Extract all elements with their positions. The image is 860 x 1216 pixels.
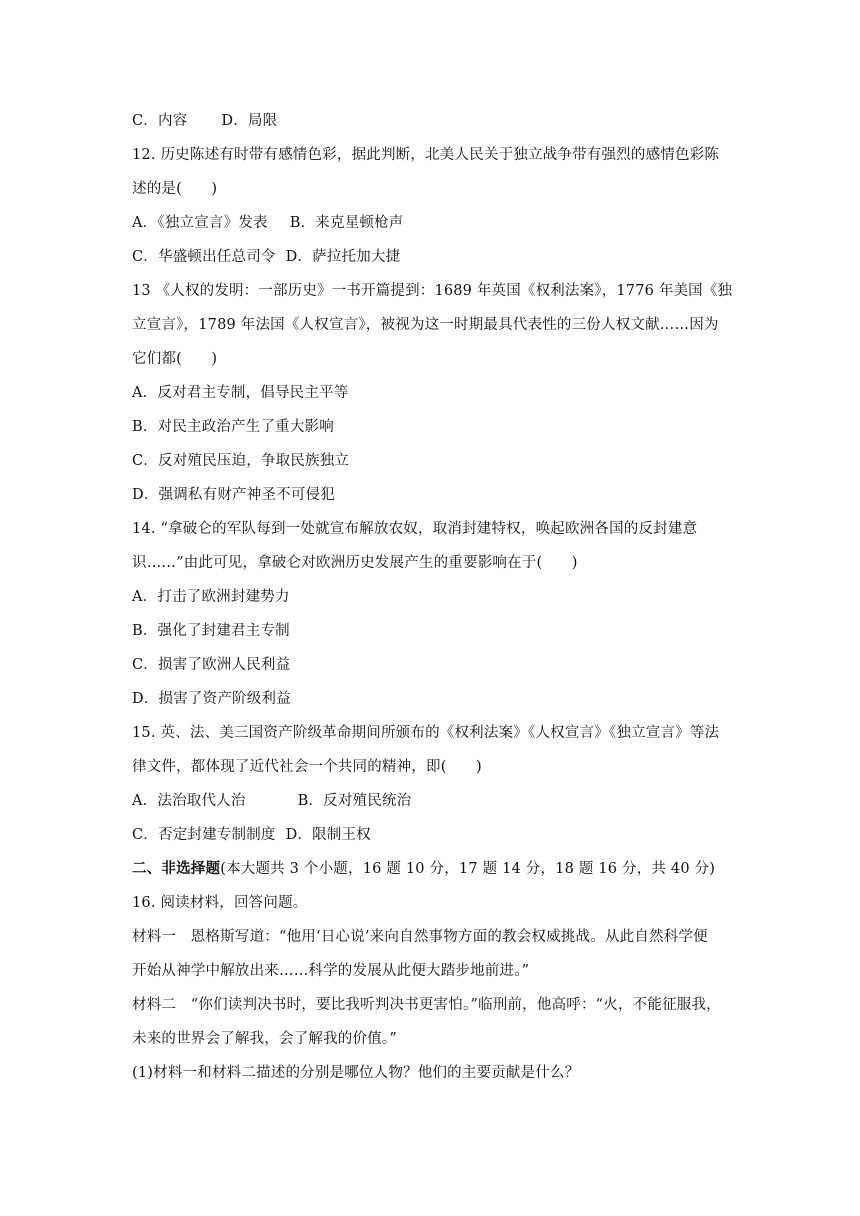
q14-stem-line2: 识……”由此可见，拿破仑对欧洲历史发展产生的重要影响在于( ) — [132, 555, 578, 571]
q12-option-b[interactable]: B．来克星顿枪声 — [289, 215, 404, 231]
q12-option-c[interactable]: C．华盛顿出任总司令 — [132, 249, 276, 265]
q14-option-a[interactable]: A．打击了欧洲封建势力 — [132, 589, 290, 605]
q14-option-c[interactable]: C．损害了欧洲人民利益 — [132, 657, 291, 673]
q15-option-b[interactable]: B．反对殖民统治 — [297, 793, 412, 809]
q13-stem-line3: 它们都( ) — [132, 351, 218, 367]
q15-option-c[interactable]: C．否定封建专制制度 — [132, 827, 276, 843]
q15-option-a[interactable]: A．法治取代人治 — [132, 793, 246, 809]
q13-stem-line1: 13 《人权的发明：一部历史》一书开篇提到：1689 年英国《权利法案》，1776 年美国《独 — [132, 283, 733, 299]
q15-options-cd — [132, 825, 732, 845]
q16-material1-line2: 开始从神学中解放出来……科学的发展从此便大踏步地前进。” — [132, 963, 530, 979]
q13-stem-line2: 立宣言》，1789 年法国《人权宣言》，被视为这一时期最具代表性的三份人权文献……因为 — [132, 317, 719, 333]
section-heading-title: 二、非选择题 — [132, 860, 221, 877]
q16-stem: 16. 阅读材料，回答问题。 — [132, 895, 308, 911]
q11-option-c[interactable]: C．内容 — [132, 113, 188, 129]
q13-option-a[interactable]: A．反对君主专制，倡导民主平等 — [132, 385, 349, 401]
q13-option-c[interactable]: C．反对殖民压迫，争取民族独立 — [132, 453, 350, 469]
q11-options-cd — [132, 111, 732, 131]
q13-option-b[interactable]: B．对民主政治产生了重大影响 — [132, 419, 334, 435]
q16-material2-line1: 材料二 “你们读判决书时，要比我听判决书更害怕。”临刑前，他高呼：“火，不能征服我， — [132, 997, 721, 1013]
q12-stem-line1: 12. 历史陈述有时带有感情色彩，据此判断，北美人民关于独立战争带有强烈的感情色彩陈 — [132, 147, 720, 163]
q12-option-a[interactable]: A．《独立宣言》发表 — [132, 215, 268, 231]
q16-material1-line1: 材料一 恩格斯写道：“他用‘日心说’来向自然事物方面的教会权威挑战。从此自然科学便 — [132, 929, 708, 945]
q12-options-cd — [132, 247, 732, 267]
q14-option-d[interactable]: D．损害了资产阶级利益 — [132, 691, 291, 707]
q15-options-ab — [132, 791, 732, 811]
q12-option-d[interactable]: D．萨拉托加大捷 — [285, 249, 401, 265]
q11-option-d[interactable]: D．局限 — [221, 113, 278, 129]
q12-options-ab — [132, 213, 732, 233]
q14-option-b[interactable]: B．强化了封建君主专制 — [132, 623, 290, 639]
section-heading — [132, 859, 732, 879]
section-heading-note: (本大题共 3 个小题，16 题 10 分，17 题 14 分，18 题 16 分，共 40 分) — [220, 861, 716, 877]
q14-stem-line1: 14. “拿破仑的军队每到一处就宣布解放农奴，取消封建特权，唤起欧洲各国的反封建意 — [132, 521, 698, 537]
q15-stem-line2: 律文件，都体现了近代社会一个共同的精神，即( ) — [132, 759, 482, 775]
q16-question1: (1)材料一和材料二描述的分别是哪位人物？他们的主要贡献是什么？ — [132, 1065, 580, 1081]
q12-stem-line2: 述的是( ) — [132, 181, 218, 197]
q13-option-d[interactable]: D．强调私有财产神圣不可侵犯 — [132, 487, 335, 503]
q16-material2-line2: 未来的世界会了解我，会了解我的价值。” — [132, 1031, 397, 1047]
q15-option-d[interactable]: D．限制王权 — [285, 827, 371, 843]
q15-stem-line1: 15. 英、法、美三国资产阶级革命期间所颁布的《权利法案》《人权宣言》《独立宣言》等法 — [132, 725, 720, 741]
